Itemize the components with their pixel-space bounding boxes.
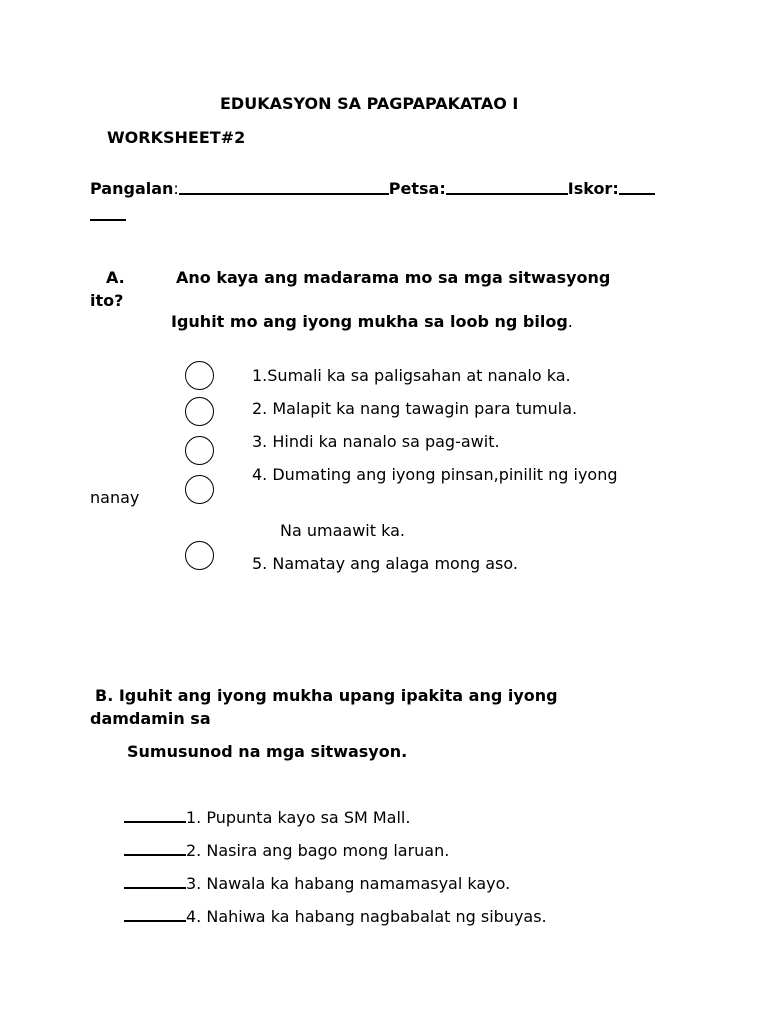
- section-b-heading-wrap: damdamin sa: [90, 709, 211, 728]
- situation-item-2: 2. Malapit ka nang tawagin para tumula.: [252, 399, 578, 418]
- answer-circle-1[interactable]: [185, 361, 214, 390]
- section-a-question-wrap: ito?: [90, 291, 124, 310]
- score-label: Iskor:: [567, 179, 619, 198]
- situation-item-1: 1.Sumali ka sa paligsahan at nanalo ka.: [252, 366, 571, 385]
- answer-blank-3[interactable]: [124, 886, 186, 889]
- situation-item-3: 3. Hindi ka nanalo sa pag-awit.: [252, 432, 500, 451]
- name-blank[interactable]: [179, 192, 389, 195]
- situation-item-4: 4. Dumating ang iyong pinsan,pinilit ng iyong: [252, 465, 618, 484]
- score-blank[interactable]: [619, 192, 655, 195]
- section-a-instruction: Iguhit mo ang iyong mukha sa loob ng bilog.: [171, 312, 573, 331]
- section-a-letter: A.: [106, 268, 125, 287]
- answer-blank-4[interactable]: [124, 919, 186, 922]
- list-item: 3. Nawala ka habang namamasyal kayo.: [124, 874, 510, 893]
- answer-circle-5[interactable]: [185, 541, 214, 570]
- worksheet-number: WORKSHEET#2: [107, 128, 246, 147]
- situation-item-5: 5. Namatay ang alaga mong aso.: [252, 554, 518, 573]
- answer-blank-1[interactable]: [124, 820, 186, 823]
- situation-item-4-continuation: Na umaawit ka.: [280, 521, 405, 540]
- answer-blank-2[interactable]: [124, 853, 186, 856]
- section-b-heading: B. Iguhit ang iyong mukha upang ipakita ang iyong: [95, 686, 558, 705]
- answer-circle-2[interactable]: [185, 397, 214, 426]
- section-a-question: Ano kaya ang madarama mo sa mga sitwasyong: [176, 268, 611, 287]
- date-label: Petsa:: [388, 179, 446, 198]
- name-label: Pangalan: [90, 179, 174, 198]
- list-item: 1. Pupunta kayo sa SM Mall.: [124, 808, 410, 827]
- answer-circle-4[interactable]: [185, 475, 214, 504]
- list-item: 2. Nasira ang bago mong laruan.: [124, 841, 449, 860]
- info-line: [90, 179, 655, 198]
- date-blank[interactable]: [446, 192, 568, 195]
- worksheet-title: EDUKASYON SA PAGPAPAKATAO I: [220, 94, 519, 113]
- situation-item-4-wrap: nanay: [90, 488, 140, 507]
- list-item: 4. Nahiwa ka habang nagbabalat ng sibuyas.: [124, 907, 547, 926]
- answer-circle-3[interactable]: [185, 436, 214, 465]
- section-b-subheading: Sumusunod na mga sitwasyon.: [127, 742, 408, 761]
- name-colon: :: [173, 179, 179, 198]
- score-blank-continued[interactable]: [90, 218, 126, 221]
